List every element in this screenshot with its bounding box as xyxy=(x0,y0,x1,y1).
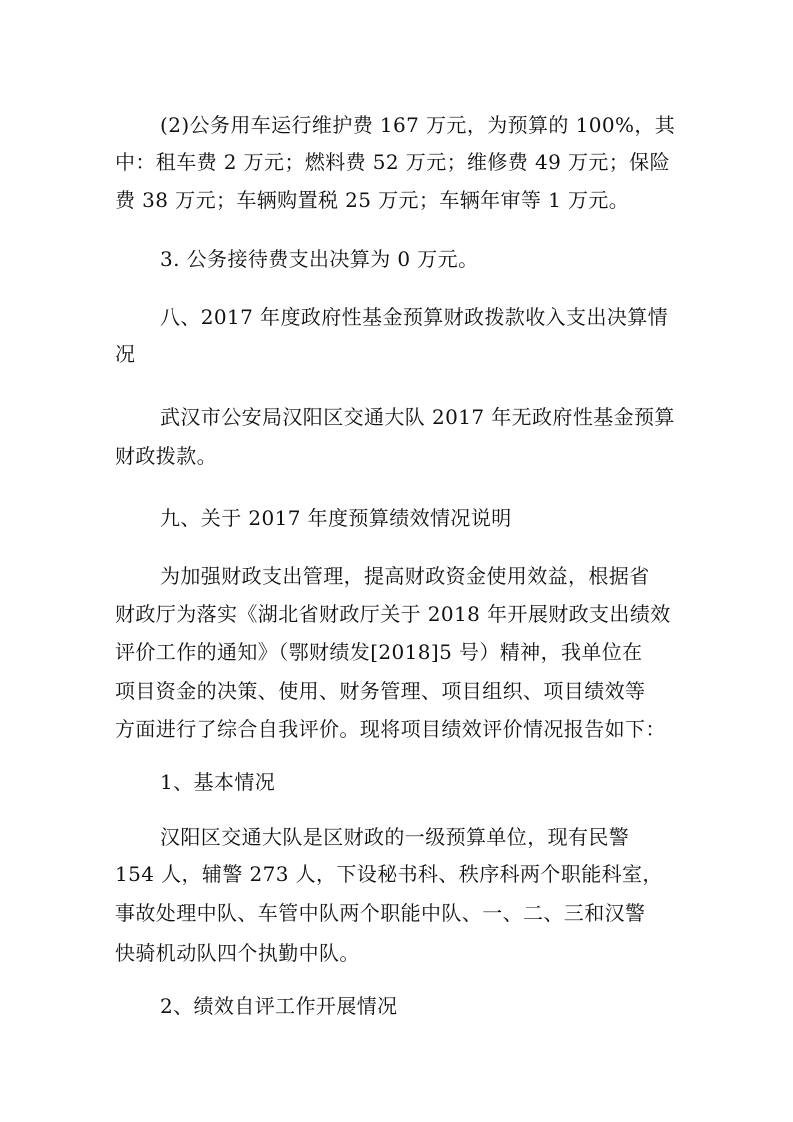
text-line: 中：租车费 2 万元；燃料费 52 万元；维修费 49 万元；保险 xyxy=(115,150,670,174)
text-line: 财政厅为落实《湖北省财政厅关于 2018 年开展财政支出绩效 xyxy=(115,602,671,626)
text-line: (2)公务用车运行维护费 167 万元，为预算的 100%，其 xyxy=(160,113,676,137)
text-line: 费 38 万元；车辆购置税 25 万元；车辆年审等 1 万元。 xyxy=(115,188,630,212)
text-line: 武汉市公安局汉阳区交通大队 2017 年无政府性基金预算 xyxy=(160,405,675,429)
heading-line: 九、关于 2017 年度预算绩效情况说明 xyxy=(160,506,512,530)
text-line: 财政拨款。 xyxy=(115,444,217,468)
text-line: 快骑机动队四个执勤中队。 xyxy=(115,941,360,965)
text-line: 方面进行了综合自我评价。现将项目绩效评价情况报告如下： xyxy=(115,717,666,741)
text-line: 154 人，辅警 273 人，下设秘书科、秩序科两个职能科室， xyxy=(115,862,663,886)
text-line: 汉阳区交通大队是区财政的一级预算单位，现有民警 xyxy=(160,825,630,849)
subheading-line: 2、绩效自评工作开展情况 xyxy=(160,994,398,1018)
text-line: 为加强财政支出管理，提高财政资金使用效益，根据省 xyxy=(160,564,650,588)
text-line: 事故处理中队、车管中队两个职能中队、一、二、三和汉警 xyxy=(115,901,646,925)
subheading-line: 1、基本情况 xyxy=(160,770,276,794)
text-line: 3. 公务接待费支出决算为 0 万元。 xyxy=(160,247,479,271)
heading-line: 况 xyxy=(115,342,136,366)
heading-line: 八、2017 年度政府性基金预算财政拨款收入支出决算情 xyxy=(160,305,669,329)
text-line: 项目资金的决策、使用、财务管理、项目组织、项目绩效等 xyxy=(115,679,646,703)
text-line: 评价工作的通知》（鄂财绩发[2018]5 号）精神，我单位在 xyxy=(115,640,643,664)
